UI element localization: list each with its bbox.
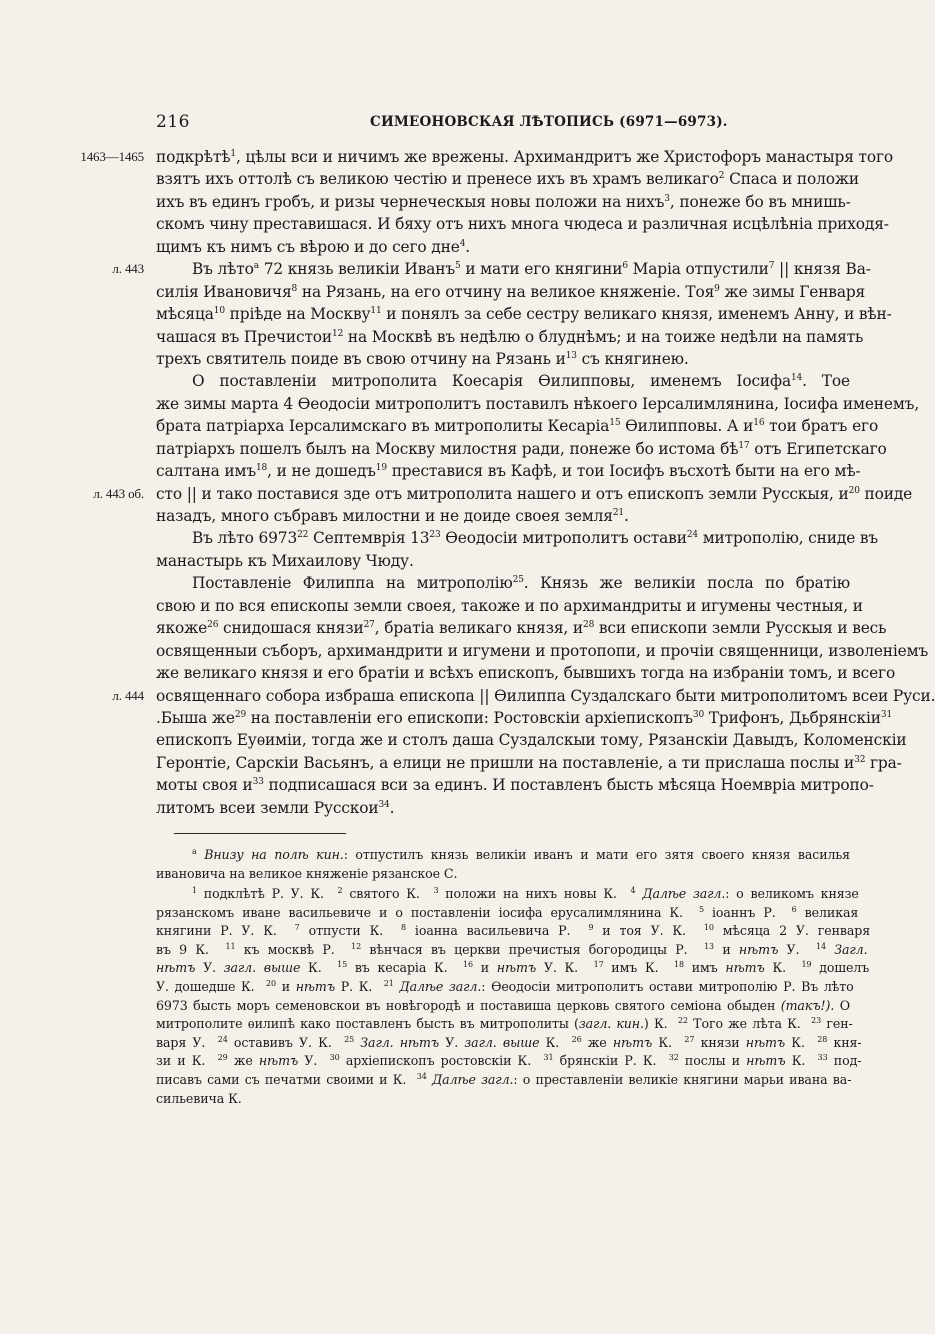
text-line: О поставленіи митрополита Коесарія Ѳилипповы, именемъ Іосифа$^{14}$. Тое xyxy=(192,372,850,391)
text-line: салтана имъ$^{18}$, и не дошедъ$^{19}$ преставися въ Кафѣ, и тои Іосифъ въсхотѣ быти на его мѣ- xyxy=(156,462,861,481)
apparatus-footnotes-block xyxy=(156,885,871,1108)
page-header xyxy=(156,112,728,136)
text-line: щимъ къ нимъ съ вѣрою и до сего дне$^4$. xyxy=(156,237,471,256)
text-line: чашася въ Пречистои$^{12}$ на Москвѣ въ недѣлю о блуднѣмъ; и на тоиже недѣли на память xyxy=(156,327,864,346)
footnote-line: $^1$ подклѣтѣ Р. У. К. $^2$ святого К. $^3$ положи на нихъ новы К. $^4$ Далѣе загл.: о великомъ князе xyxy=(192,886,859,901)
footnote-line: митрополите ѳилипѣ како поставленъ бысть въ митрополиты (загл. кин.) К. $^{22}$ Того же лѣта К. $^{23}$ ген- xyxy=(156,1016,853,1032)
margin-note: л. 443 об. xyxy=(93,485,144,501)
footnote-line: княгини Р. У. К. $^7$ отпусти К. $^8$ іоанна васильевича Р. $^9$ и тоя У. К. $^{10}$ мѣсяца 2 У. генваря xyxy=(156,923,871,939)
margin-note: л. 443 xyxy=(112,261,144,277)
footnote-line: зи и К. $^{29}$ же нѣтъ У. $^{30}$ архіепископъ ростовскіи К. $^{31}$ брянскіи Р. К. $^{32}$ послы и нѣтъ К. $^{33}$ под- xyxy=(156,1053,862,1069)
margin-note: 1463—1465 xyxy=(80,149,144,164)
text-line: литомъ всеи земли Русскои$^{34}$. xyxy=(156,798,395,817)
footnote-line: ивановича на великое княженіе рязанское С. xyxy=(156,865,458,881)
margin-note: л. 444 xyxy=(112,687,144,703)
text-line: Геронтіе, Сарскіи Васьянъ, а елици не пришли на поставленіе, а ти прислаша послы $и^{32}$ гра- xyxy=(156,753,902,772)
footnote-line: нѣтъ У. загл. выше К. $^{15}$ въ кесаріа К. $^{16}$ и нѣтъ У. К. $^{17}$ имъ К. $^{18}$ имъ нѣтъ К. $^{19}$ дошелъ xyxy=(156,960,870,976)
footnote-line: У. дошедше К. $^{20}$ и нѣтъ Р. К. $^{21}$ Далѣе загл.: Ѳеодосіи митрополитъ остави митрополію Р. Въ лѣто xyxy=(156,978,854,994)
text-line: Поставленіе Филиппа на митрополію$^{25}$. Князь же великіи посла по братію xyxy=(192,574,850,593)
footnote-line: въ 9 К. $^{11}$ къ москвѣ Р. $^{12}$ вѣнчася въ церкви пречистыя богородицы Р. $^{13}$ и нѣтъ У. $^{14}$ Загл. xyxy=(156,941,868,957)
text-line: освященныи съборъ, архимандрити и игумени и протопопи, и прочіи священници, изволеніемъ xyxy=(156,641,929,660)
text-line: же зимы марта 4 Ѳеодосіи митрополитъ поставилъ нѣкоего Іерсалимлянина, Іосифа именемъ, xyxy=(156,394,920,413)
text-line: подкрѣтѣ$^1$, цѣлы вси и ничимъ же врежены. Архимандритъ же Христофоръ манастыря того 1463—1465 xyxy=(156,146,850,168)
text-line: силія Ивановичя$^8$ на Рязань, на его отчину на великое княженіе. Тоя$^9$ же зимы Генваря xyxy=(156,282,866,301)
footnote-line: 6973 бысть моръ семеновскои въ новѣгородѣ и поставиша церковь святого семіона обыден (такъ!). О xyxy=(156,997,851,1013)
text-line: Въ лѣто$^a$ 72 князь великіи Иванъ$^5$ и мати его княгини$^6$ Маріа отпустили$^7$ || князя Ва- л. 443 xyxy=(156,258,850,280)
text-line: патріархъ пошелъ былъ на Москву милостня ради, понеже бо истома $бѣ^{17}$ отъ Египетскаго xyxy=(156,439,887,458)
text-line: мѣсяца$^{10}$ пріѣде на Москву$^{11}$ и понялъ за себе сестру великаго князя, именемъ Анну, и вѣн- xyxy=(156,305,892,324)
text-line: свою и по вся епископы земли своея, такоже и по архимандриты и игумены честныя, и xyxy=(156,596,863,615)
text-line: епископъ Еуѳиміи, тогда же и столъ даша Суздалскыи тому, Рязанскіи Давыдъ, Коломенскіи xyxy=(156,731,907,750)
running-title: СИМЕОНОВСКАЯ ЛѢТОПИСЬ (6971—6973). xyxy=(370,114,728,130)
text-line: моты своя $и^{33}$ подписашася вси за единъ. И поставленъ бысть мѣсяца Ноемвріа митропо- xyxy=(156,776,874,795)
footnote-line: рязанскомъ иване васильевиче и о поставленіи іосифа ерусалимлянина К. $^5$ іоаннъ Р. $^6$ великая xyxy=(156,904,859,920)
footnote-line: писавъ сами съ печатми своими и К. $^{34}$ Далѣе загл.: о преставленіи великіе княгини марьи ивана ва- xyxy=(156,1071,852,1087)
text-line: ихъ въ единъ гробъ, и ризы чернеческыя новы положи на нихъ$^3$, понеже бо въ мнишь- xyxy=(156,192,851,211)
footnote-a-block xyxy=(156,846,850,883)
text-line: якоже$^{26}$ снидошася князи$^{27}$, братіа великаго князя, $и^{28}$ вси епископи земли Русскыя и весь xyxy=(156,619,887,638)
page-number: 216 xyxy=(156,112,190,132)
text-line: брата патріарха Іерсалимскаго въ митрополиты Кесаріа$^{15}$ Ѳилипповы. А $и^{16}$ тои братъ его xyxy=(156,417,879,436)
footnote-line: $^a$ Внизу на полѣ кин.: отпустилъ князь великіи иванъ и мати его зятя своего князя василья xyxy=(192,847,851,862)
text-line: скомъ чину преставишася. И бяху отъ нихъ многа чюдеса и различная исцѣлѣніа приходя- xyxy=(156,215,889,234)
text-line: манастырь къ Михаилову Чюду. xyxy=(156,551,414,570)
text-line: трехъ святитель поиде въ свою отчину на Рязань $и^{13}$ съ княгинею. xyxy=(156,349,689,368)
footnote-line: сильевича К. xyxy=(156,1090,242,1106)
text-line: взятъ ихъ оттолѣ съ великою честію и пренесе ихъ въ храмъ великаго$^2$ Спаса и положи xyxy=(156,170,860,189)
text-line: сто || и тако поставися зде отъ митрополита нашего и отъ епископъ земли Русскыя, $и^{20}$ поиде л. 443 об. xyxy=(156,483,850,505)
main-text-block xyxy=(80,146,935,819)
text-line: же великаго князя и его братіи и всѣхъ епископъ, бывшихъ тогда на избраніи томъ, и всего xyxy=(156,664,896,683)
footnote-separator xyxy=(174,833,346,834)
footnote-line: варя У. $^{24}$ оставивъ У. К. $^{25}$ Загл. нѣтъ У. загл. выше К. $^{26}$ же нѣтъ К. $^{27}$ князи нѣтъ К. $^{28}$ кня- xyxy=(156,1034,862,1050)
text-line: Въ лѣто 6973$^{22}$ Септемврія $13^{23}$ Ѳеодосіи митрополитъ остави$^{24}$ митрополію, сниде въ xyxy=(192,529,879,548)
text-line: .Быша $же^{29}$ на поставленіи его епископи: Ростовскіи архіепископъ$^{30}$ Трифонъ, Дьбрянскіи$^{31}$ xyxy=(156,708,893,727)
text-line: освященнаго собора избраша епископа || Ѳилиппа Суздалскаго быти митрополитомъ всеи Руси. л. 444 xyxy=(156,685,850,707)
text-line: назадъ, много събравъ милостни и не доиде своея земля$^{21}$. xyxy=(156,507,629,525)
